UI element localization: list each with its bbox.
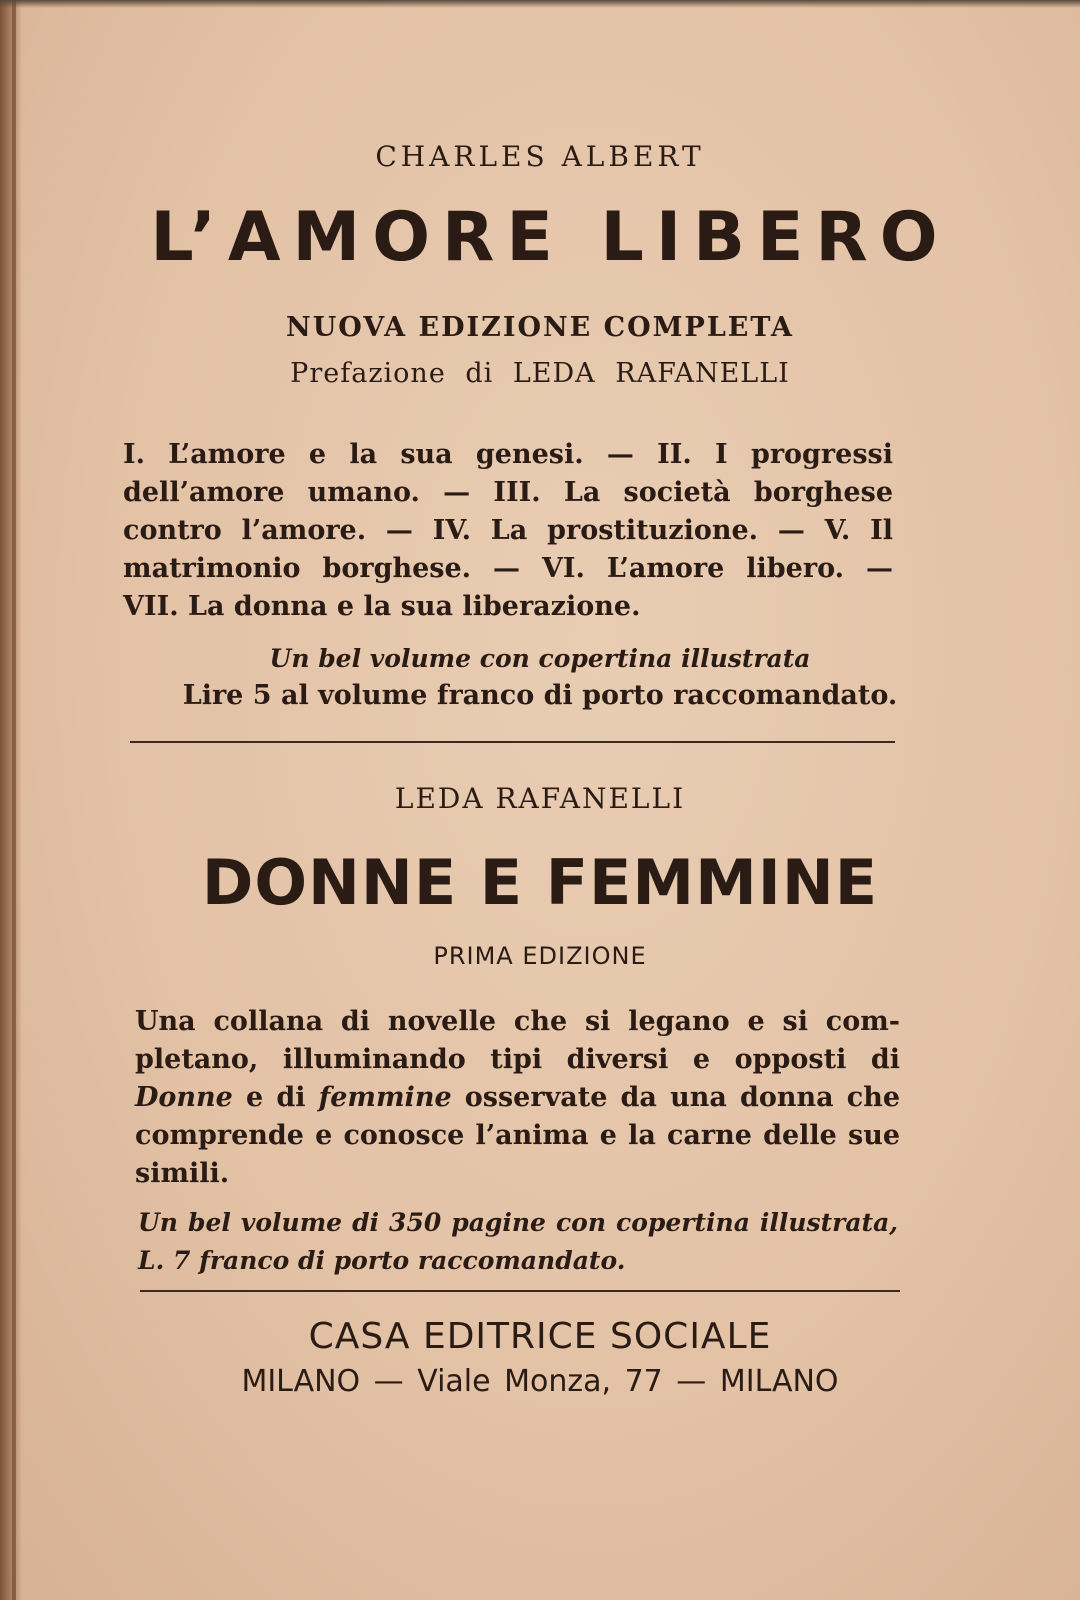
book2-note-line: L. 7 franco di porto raccomandato. <box>138 1246 626 1275</box>
book2-desc-line: pletano, illuminando tipi diversi e opposti di <box>135 1044 900 1075</box>
book1-edition: NUOVA EDIZIONE COMPLETA <box>286 312 794 343</box>
book1-contents-line: I. L’amore e la sua genesi. — II. I progressi <box>123 439 893 470</box>
book2-desc-line: Una collana di novelle che si legano e si com- <box>135 1006 900 1037</box>
book2-desc-line <box>135 1079 900 1117</box>
book2-desc-emphasis: Donne <box>135 1082 233 1113</box>
book2-desc-line: simili. <box>135 1158 230 1189</box>
book1-contents <box>123 436 893 626</box>
book2-note <box>138 1204 898 1280</box>
book2-description <box>135 1003 900 1193</box>
book2-title: DONNE E FEMMINE <box>201 846 879 919</box>
book2-desc-text: osservate da una donna che <box>451 1082 901 1113</box>
book1-contents-line: matrimonio borghese. — VI. L’amore libero. — <box>123 553 893 584</box>
book1-contents-line: VII. La donna e la sua liberazione. <box>123 591 641 622</box>
book1-preface: Prefazione di LEDA RAFANELLI <box>290 358 790 389</box>
book2-author: LEDA RAFANELLI <box>394 782 686 815</box>
book1-price: Lire 5 al volume franco di porto raccomandato. <box>182 680 898 711</box>
book2-desc-line: comprende e conosce l’anima e la carne delle sue <box>135 1120 900 1151</box>
publisher-address: MILANO — Viale Monza, 77 — MILANO <box>241 1364 839 1399</box>
section-divider <box>140 1290 900 1292</box>
book1-note: Un bel volume con copertina illustrata <box>269 644 811 673</box>
publisher-name: CASA EDITRICE SOCIALE <box>308 1316 772 1357</box>
book1-contents-line: dell’amore umano. — III. La società borghese <box>123 477 893 508</box>
section-divider <box>130 741 895 743</box>
book2-desc-emphasis: femmine <box>318 1082 452 1113</box>
book1-contents-line: contro l’amore. — IV. La prostituzione. — V. Il <box>123 515 893 546</box>
book1-title: L’AMORE LIBERO <box>150 198 950 277</box>
book2-edition: PRIMA EDIZIONE <box>433 942 647 970</box>
book1-author: CHARLES ALBERT <box>375 140 705 173</box>
book2-desc-text: e di <box>232 1082 319 1113</box>
book2-note-line: Un bel volume di 350 pagine con copertina illustrata, <box>138 1208 898 1237</box>
